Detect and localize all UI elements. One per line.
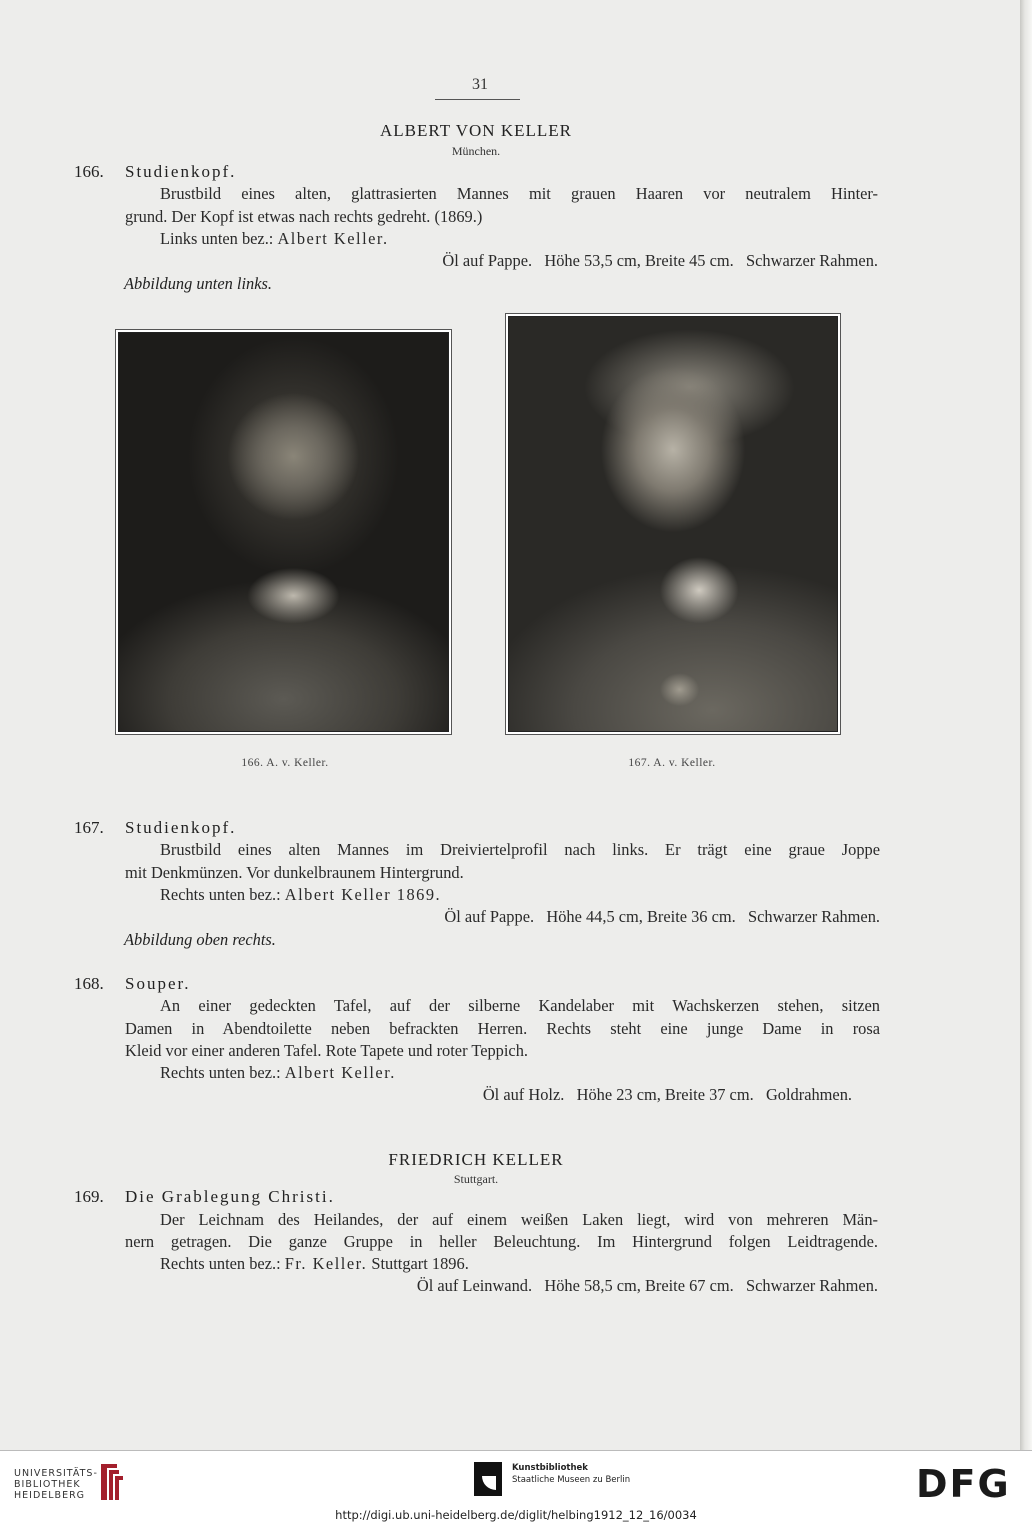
page-number: 31 — [472, 76, 488, 93]
artist-heading-friedrich-keller: FRIEDRICH KELLER — [388, 1150, 564, 1169]
entry-medium-169: Öl auf Leinwand. Höhe 58,5 cm, Breite 67 cm. Schwarzer Rahmen. — [416, 1276, 878, 1295]
entry-description-166-line2: grund. Der Kopf ist etwas nach rechts gedreht. (1869.) — [125, 207, 483, 226]
artist-city-stuttgart: Stuttgart. — [453, 1172, 499, 1186]
entry-illustration-ref-167: Abbildung oben rechts. — [124, 930, 276, 949]
entry-number-167: 167. — [74, 818, 104, 837]
kb-label-line1: Kunstbibliothek — [512, 1463, 588, 1473]
signature-prefix: Rechts unten bez.: — [160, 1063, 281, 1082]
entry-description-169-line1: Der Leichnam des Heilandes, der auf einem weißen Laken liegt, wird von mehreren Män- — [160, 1210, 878, 1229]
portrait-image-166 — [119, 333, 448, 731]
uni-label-line1: UNIVERSITÄTS- — [14, 1468, 98, 1479]
entry-description-168-line3: Kleid vor einer anderen Tafel. Rote Tapete und roter Teppich. — [125, 1041, 528, 1060]
entry-description-167-line2: mit Denkmünzen. Vor dunkelbraunem Hintergrund. — [125, 863, 464, 882]
entry-description-168-line2: Damen in Abendtoilette neben befrackten Herren. Rechts steht eine junge Dame in rosa — [125, 1019, 880, 1038]
entry-description-169-line2: nern getragen. Die ganze Gruppe in heller Beleuchtung. Im Hintergrund folgen Leidtragende. — [125, 1232, 878, 1251]
source-url[interactable]: http://digi.ub.uni-heidelberg.de/diglit/helbing1912_12_16/0034 — [335, 1508, 697, 1522]
entry-illustration-ref-166: Abbildung unten links. — [124, 274, 272, 293]
plate-caption-166: 166. A. v. Keller. — [241, 757, 329, 769]
kunstbibliothek-label — [512, 1462, 630, 1486]
entry-title-168: Souper. — [125, 974, 191, 993]
signature-prefix: Rechts unten bez.: — [160, 1254, 281, 1273]
entry-title-166: Studienkopf. — [125, 162, 237, 181]
page-number-rule — [435, 99, 520, 100]
uni-label-line3: HEIDELBERG — [14, 1490, 86, 1501]
uni-label-line2: BIBLIOTHEK — [14, 1479, 81, 1490]
entry-description-168-line1: An einer gedeckten Tafel, auf der silberne Kandelaber mit Wachskerzen stehen, sitzen — [160, 996, 880, 1015]
entry-signature-166 — [160, 229, 389, 249]
entry-title-169: Die Grablegung Christi. — [125, 1187, 335, 1206]
entry-description-167-line1: Brustbild eines alten Mannes im Dreiviertelprofil nach links. Er trägt eine graue Joppe — [160, 840, 880, 859]
entry-signature-168 — [160, 1063, 396, 1083]
entry-medium-166: Öl auf Pappe. Höhe 53,5 cm, Breite 45 cm. Schwarzer Rahmen. — [442, 251, 878, 270]
kunstbibliothek-logo-icon — [474, 1462, 502, 1496]
page-edge-shadow — [1020, 0, 1032, 1450]
plate-portrait-167 — [505, 313, 841, 735]
entry-number-168: 168. — [74, 974, 104, 993]
footer-divider — [0, 1450, 1032, 1451]
artist-heading-albert-von-keller: ALBERT VON KELLER — [380, 121, 572, 140]
signature-name: Fr. Keller. — [284, 1254, 368, 1273]
dfg-logo: DFG — [916, 1462, 1011, 1506]
entry-medium-168: Öl auf Holz. Höhe 23 cm, Breite 37 cm. Goldrahmen. — [482, 1085, 852, 1104]
entry-number-166: 166. — [74, 162, 104, 181]
entry-signature-167 — [160, 885, 441, 905]
signature-prefix: Links unten bez.: — [160, 229, 274, 248]
entry-medium-167: Öl auf Pappe. Höhe 44,5 cm, Breite 36 cm. Schwarzer Rahmen. — [444, 907, 880, 926]
signature-suffix: Stuttgart 1896. — [371, 1254, 469, 1273]
entry-number-169: 169. — [74, 1187, 104, 1206]
plate-caption-167: 167. A. v. Keller. — [628, 757, 716, 769]
uni-heidelberg-logo-icon — [95, 1460, 125, 1504]
kb-label-line2: Staatliche Museen zu Berlin — [512, 1475, 631, 1485]
plate-portrait-166 — [115, 329, 452, 735]
portrait-image-167 — [509, 317, 837, 731]
uni-heidelberg-label — [14, 1468, 98, 1501]
entry-signature-169 — [160, 1254, 469, 1274]
signature-name: Albert Keller. — [284, 1063, 396, 1082]
artist-city-muenchen: München. — [451, 144, 501, 158]
signature-name: Albert Keller 1869. — [284, 885, 442, 904]
entry-title-167: Studienkopf. — [125, 818, 237, 837]
entry-description-166-line1: Brustbild eines alten, glattrasierten Mannes mit grauen Haaren vor neutralem Hinter- — [160, 184, 878, 203]
signature-name: Albert Keller. — [277, 229, 389, 248]
signature-prefix: Rechts unten bez.: — [160, 885, 281, 904]
